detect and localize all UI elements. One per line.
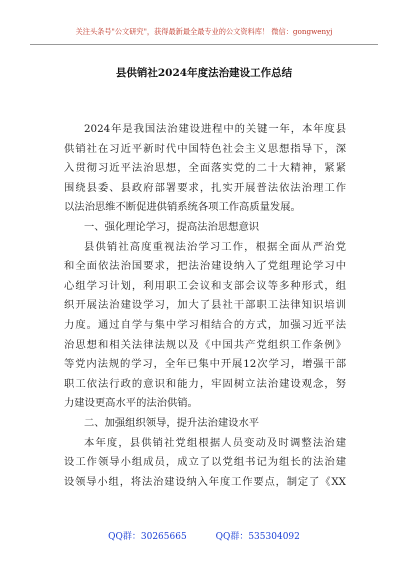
document-body: [64, 120, 346, 492]
body-line: 入贯彻习近平法治思想，全面落实党的二十大精神，紧紧: [64, 162, 346, 175]
header-divider: [30, 44, 378, 45]
body-line: 心组学习计划，利用职工会议和支部会议等多种形式，组: [64, 279, 346, 292]
section-heading-1: 一、强化理论学习，提高法治思想意识: [84, 220, 260, 233]
body-line: 设工作领导小组成员，成立了以党组书记为组长的法治建: [64, 456, 346, 469]
footer-contacts: [0, 531, 408, 543]
body-line: 以法治思维不断促进供销系统各项工作高质量发展。: [64, 201, 301, 214]
document-title: 县供销社2024年度法治建设工作总结: [115, 67, 293, 79]
body-line: 2024年是我国法治建设进程中的关键一年，本年度县: [84, 123, 346, 135]
footer-qq-group-1: QQ群：30265665: [108, 532, 187, 542]
body-line: 等党内法规的学习，全年已集中开展12次学习，增强干部: [64, 358, 346, 371]
body-line: 治思想和相关法律法规以及《中国共产党组织工作条例》: [64, 338, 346, 351]
section-heading-2: 二、加强组织领导，提升法治建设水平: [84, 416, 260, 429]
body-line: 本年度，县供销社党组根据人员变动及时调整法治建: [84, 436, 346, 449]
header-promo-note: 关注头条号"公文研究"，获得最新最全最专业的公文资料库！ 微信：gongwenyj: [75, 27, 333, 36]
body-line: 织开展法治建设学习，加大了县社干部职工法律知识培训: [64, 299, 346, 312]
body-line: 职工依法行政的意识和能力，牢固树立法治建设观念，努: [64, 377, 346, 390]
body-line: 力建设更高水平的法治供销。: [64, 397, 198, 410]
body-line: 县供销社高度重视法治学习工作，根据全面从严治党: [84, 240, 346, 253]
footer-qq-group-2: QQ群：535304092: [215, 532, 300, 542]
body-line: 设领导小组，将法治建设纳入年度工作要点，制定了《XX: [64, 475, 346, 488]
body-line: 围绕县委、县政府部署要求，扎实开展普法依法治理工作: [64, 181, 346, 194]
body-line: 供销社在习近平新时代中国特色社会主义思想指导下，深: [64, 142, 346, 155]
body-line: 力度。通过自学与集中学习相结合的方式，加强习近平法: [64, 318, 346, 331]
body-line: 和全面依法治国要求，把法治建设纳入了党组理论学习中: [64, 260, 346, 273]
